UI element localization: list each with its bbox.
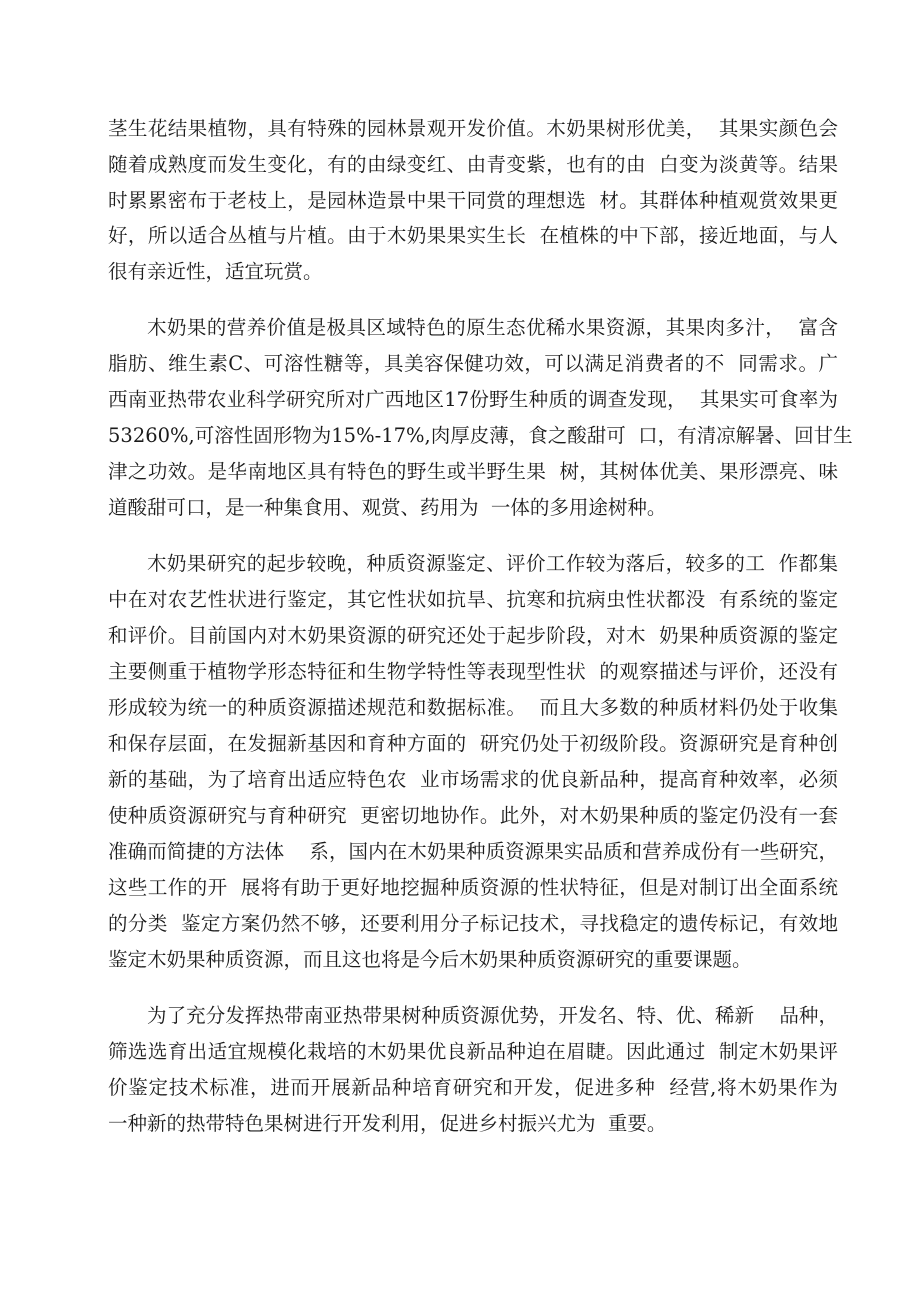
paragraph-4-line-2: 筛选选育出适宜规模化栽培的木奶果优良新品种迫在眉睫。因此通过 制定木奶果评 (108, 1040, 838, 1063)
paragraph-3-line-11: 的分类 鉴定方案仍然不够，还要利用分子标记技术，寻找稳定的遗传标记，有效地 (108, 912, 838, 935)
paragraph-3-line-10: 这些工作的开 展将有助于更好地挖掘种质资源的性状特征，但是对制订出全面系统 (108, 876, 838, 899)
paragraph-2-line-5: 津之功效。是华南地区具有特色的野生或半野生果 树，其树体优美、果形漂亮、味 (108, 460, 838, 483)
paragraph-1-line-3: 时累累密布于老枝上，是园林造景中果干同赏的理想选 材。其群体种植观赏效果更 (108, 189, 838, 212)
paragraph-4-line-3: 价鉴定技术标准，进而开展新品种培育研究和开发，促进多种 经营,将木奶果作为 (108, 1076, 838, 1099)
paragraph-3-line-3: 和评价。目前国内对木奶果资源的研究还处于起步阶段，对木 奶果种质资源的鉴定 (108, 624, 838, 647)
paragraph-3-line-1: 木奶果研究的起步较晚，种质资源鉴定、评价工作较为落后，较多的工 作都集 (147, 552, 838, 575)
paragraph-3-line-12: 鉴定木奶果种质资源，而且这也将是今后木奶果种质资源研究的重要课题。 (108, 948, 752, 971)
paragraph-1-line-4: 好，所以适合丛植与片植。由于木奶果果实生长 在植株的中下部，接近地面，与人 (108, 224, 838, 247)
paragraph-3-line-2: 中在对农艺性状进行鉴定，其它性状如抗旱、抗寒和抗病虫性状都没 有系统的鉴定 (108, 588, 838, 611)
paragraph-2-line-6: 道酸甜可口，是一种集食用、观赏、药用为 一体的多用途树种。 (108, 496, 667, 519)
paragraph-1-line-5: 很有亲近性，适宜玩赏。 (108, 260, 323, 283)
paragraph-3-line-6: 和保存层面，在发掘新基因和育种方面的 研究仍处于初级阶段。资源研究是育种创 (108, 732, 838, 755)
paragraph-4-line-1: 为了充分发挥热带南亚热带果树种质资源优势，开发名、特、优、稀新 品种， (147, 1004, 838, 1027)
paragraph-3-line-9: 准确而简捷的方法体 系，国内在木奶果种质资源果实品质和营养成份有一些研究， (108, 840, 838, 863)
paragraph-1-line-1: 茎生花结果植物，具有特殊的园林景观开发价值。木奶果树形优美， 其果实颜色会 (108, 117, 838, 140)
paragraph-3-line-7: 新的基础，为了培育出适应特色农 业市场需求的优良新品种，提高育种效率，必须 (108, 768, 838, 791)
paragraph-2-line-3: 西南亚热带农业科学研究所对广西地区17份野生种质的调查发现， 其果实可食率为 (108, 388, 838, 411)
paragraph-4-line-4: 一种新的热带特色果树进行开发利用，促进乡村振兴尤为 重要。 (108, 1112, 667, 1135)
paragraph-3-line-5: 形成较为统一的种质资源描述规范和数据标准。 而且大多数的种质材料仍处于收集 (108, 696, 838, 719)
paragraph-1-line-2: 随着成熟度而发生变化，有的由绿变红、由青变紫，也有的由 白变为淡黄等。结果 (108, 153, 838, 176)
paragraph-3-line-4: 主要侧重于植物学形态特征和生物学特性等表现型性状 的观察描述与评价，还没有 (108, 660, 838, 683)
paragraph-2-line-2: 脂肪、维生素C、可溶性糖等，具美容保健功效，可以满足消费者的不 同需求。广 (108, 352, 838, 375)
paragraph-3-line-8: 使种质资源研究与育种研究 更密切地协作。此外，对木奶果种质的鉴定仍没有一套 (108, 804, 838, 827)
paragraph-2-line-4: 53260%,可溶性固形物为15%-17%,肉厚皮薄，食之酸甜可 口，有清凉解暑、回甘生 (108, 424, 853, 447)
paragraph-2-line-1: 木奶果的营养价值是极具区域特色的原生态优稀水果资源，其果肉多汁， 富含 (147, 316, 838, 339)
